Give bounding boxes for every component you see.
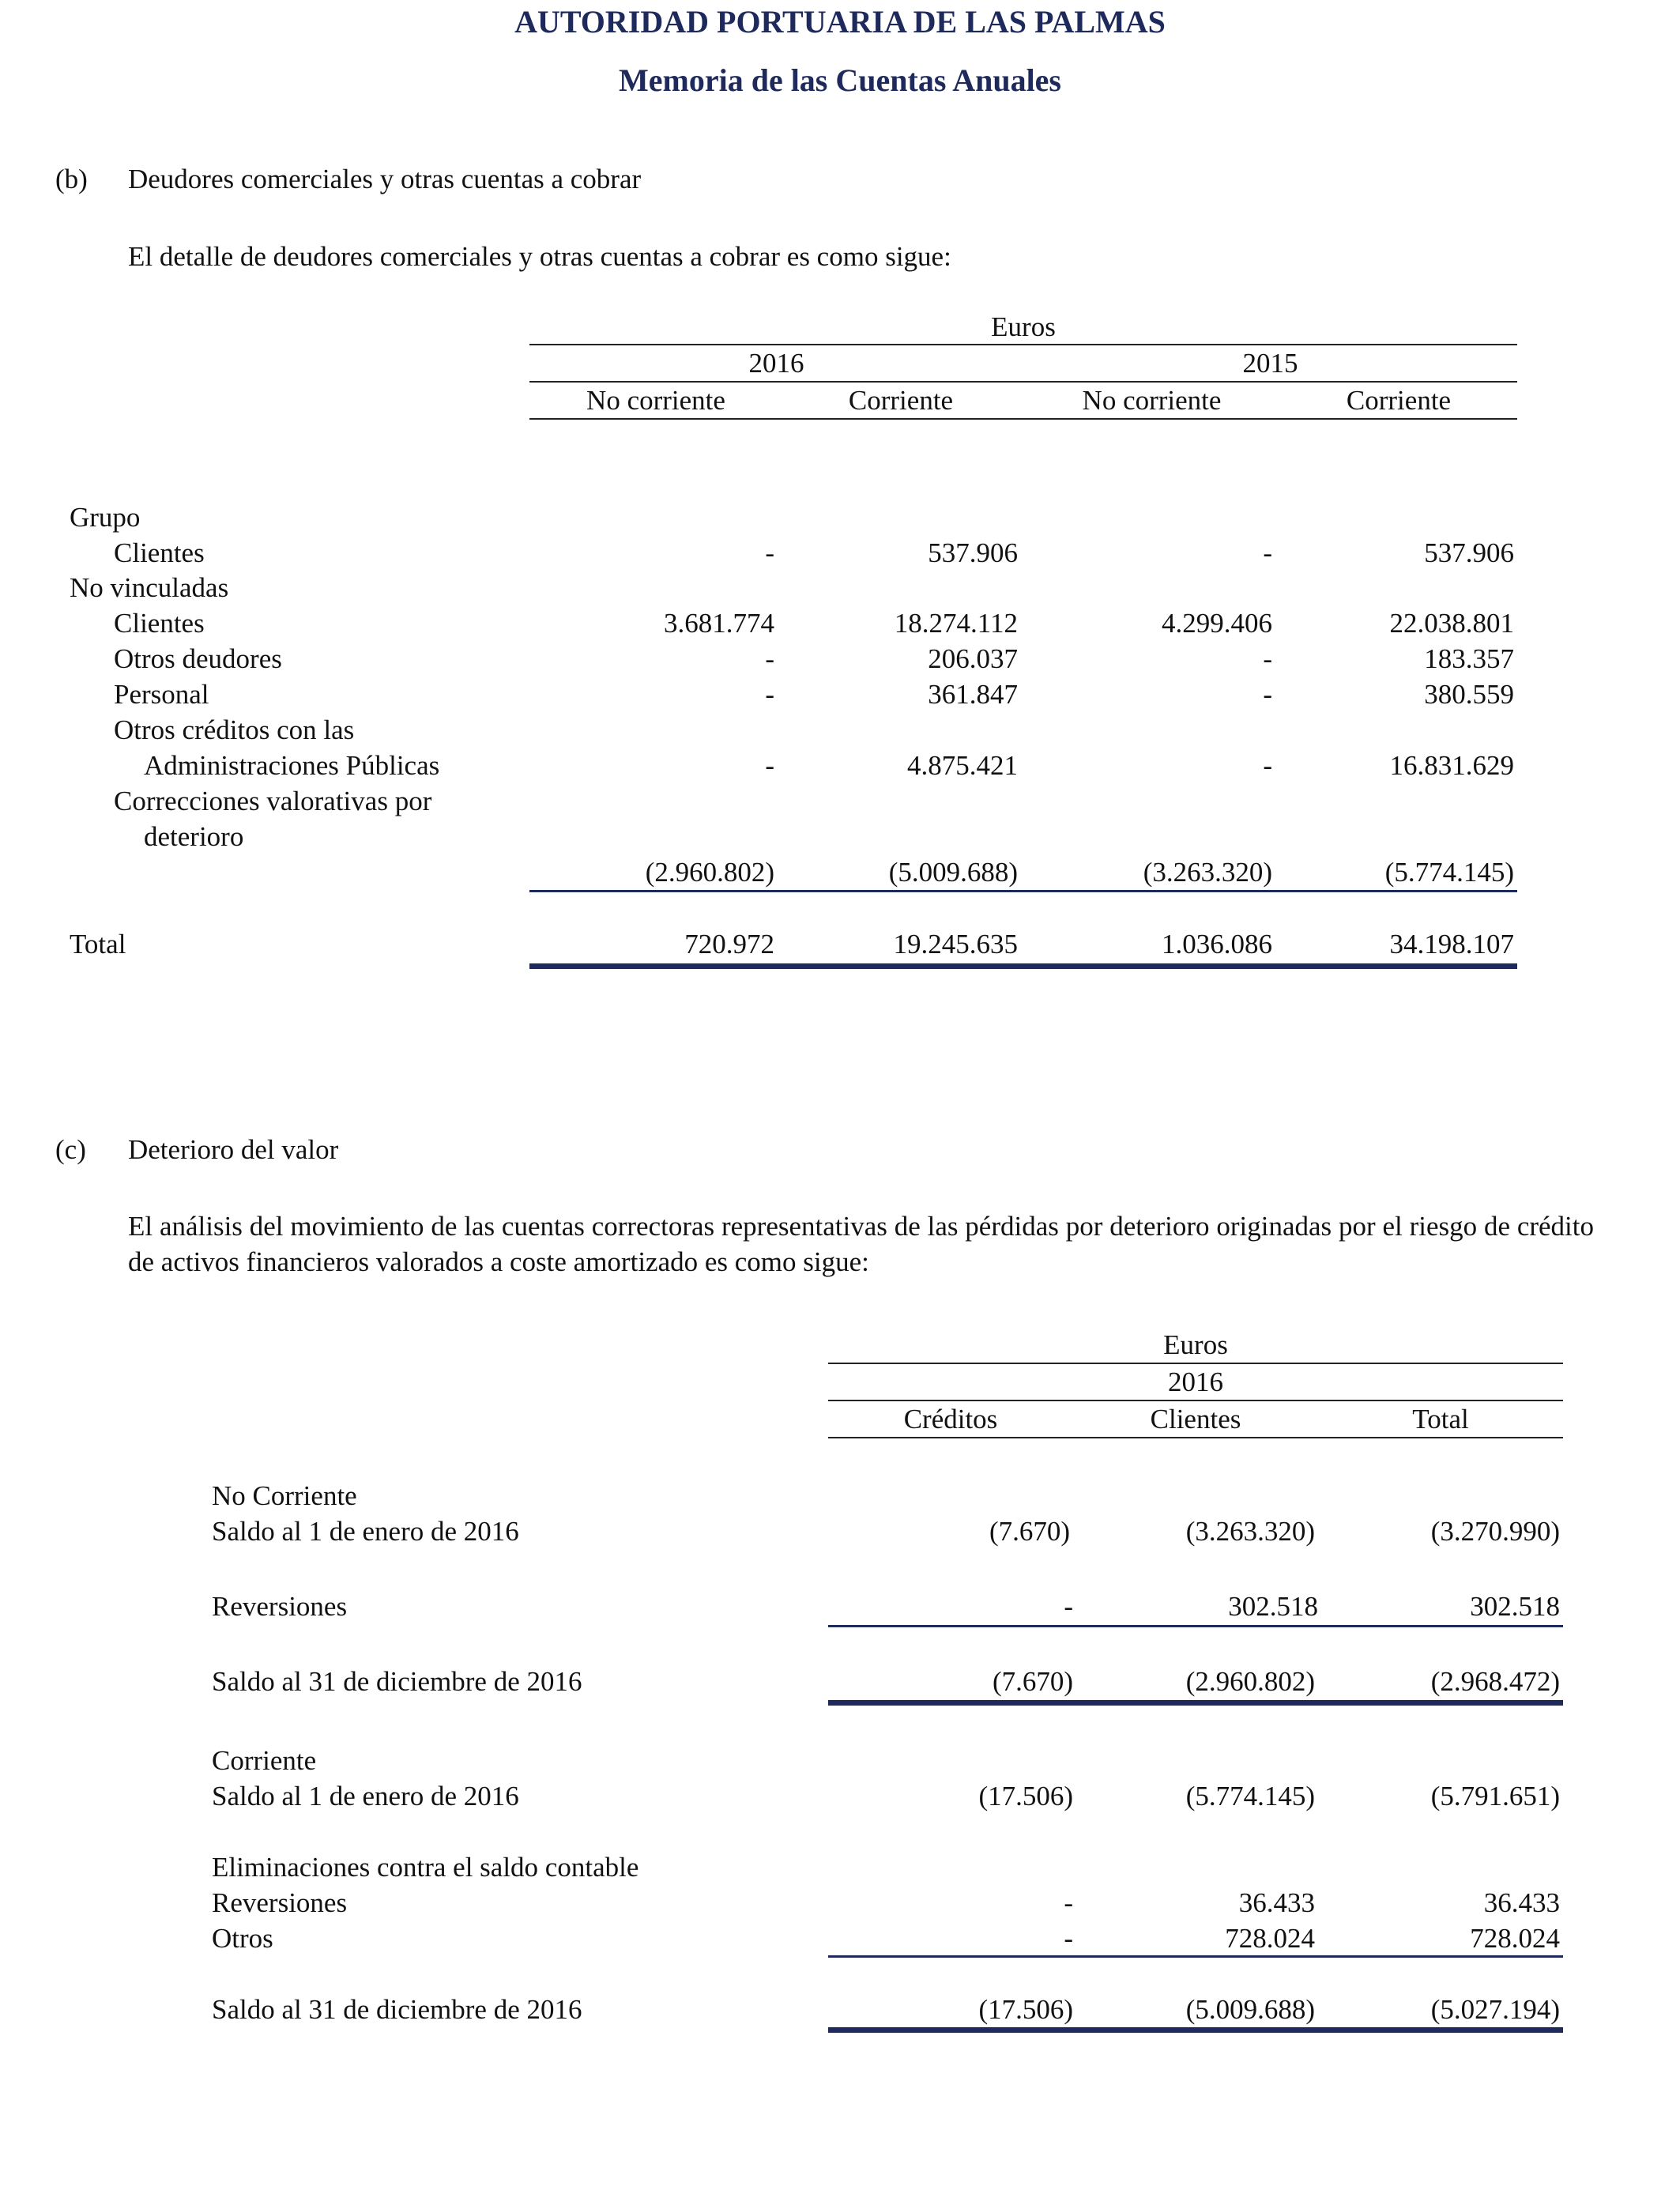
cell-value: - <box>1263 537 1272 568</box>
row-label: Reversiones <box>212 1887 348 1918</box>
cell-value: 36.433 <box>1238 1887 1315 1918</box>
row-label: Clientes <box>114 537 205 568</box>
table-c-col-header: Créditos <box>903 1404 998 1434</box>
row-label: Otros <box>212 1923 273 1954</box>
row-label: Administraciones Públicas <box>144 750 440 781</box>
cell-value: 18.274.112 <box>894 608 1018 639</box>
table-c-col-header: Total <box>1412 1404 1469 1434</box>
table-b-currency: Euros <box>991 311 1056 342</box>
cell-value: 537.906 <box>1424 537 1514 568</box>
cell-value: 302.518 <box>1228 1591 1318 1622</box>
row-label: Saldo al 31 de diciembre de 2016 <box>212 1666 582 1697</box>
total-rule <box>529 963 1517 969</box>
cell-value: - <box>1064 1887 1073 1918</box>
group-label: No vinculadas <box>70 572 229 603</box>
cell-value: 206.037 <box>928 643 1018 674</box>
cell-value: 36.433 <box>1483 1887 1560 1918</box>
cell-value: (2.960.802) <box>645 857 774 888</box>
cell-value: - <box>765 750 774 781</box>
table-c-year: 2016 <box>1168 1367 1223 1397</box>
cell-value: - <box>765 643 774 674</box>
cell-value: (5.791.651) <box>1430 1781 1560 1811</box>
table-b-rule <box>529 418 1517 420</box>
cell-value: 728.024 <box>1470 1923 1560 1954</box>
cell-value: (5.009.688) <box>1185 1994 1315 2025</box>
cell-value: - <box>765 537 774 568</box>
cell-value: - <box>1263 750 1272 781</box>
cell-value: (3.270.990) <box>1430 1516 1560 1547</box>
row-label: Saldo al 31 de diciembre de 2016 <box>212 1994 582 2025</box>
subtotal-rule <box>529 890 1517 892</box>
cell-value: (3.263.320) <box>1185 1516 1315 1547</box>
cell-value: - <box>1263 643 1272 674</box>
row-label: Correcciones valorativas por <box>114 786 432 816</box>
total-rule <box>828 2027 1563 2033</box>
section-b-title: Deudores comerciales y otras cuentas a cobrar <box>128 164 642 194</box>
cell-value: 380.559 <box>1424 679 1514 710</box>
section-c-title: Deterioro del valor <box>128 1134 339 1165</box>
row-label: Reversiones <box>212 1591 348 1622</box>
subtotal-rule <box>828 1955 1563 1958</box>
cell-value: (17.506) <box>978 1994 1073 2025</box>
table-c-rule <box>828 1400 1563 1401</box>
cell-value: (17.506) <box>978 1781 1073 1811</box>
total-label: Total <box>70 929 126 959</box>
row-label: Otros deudores <box>114 643 282 674</box>
table-b-year-2015: 2015 <box>1242 348 1298 379</box>
cell-value: 16.831.629 <box>1389 750 1514 781</box>
total-rule <box>828 1700 1563 1706</box>
block-title: No Corriente <box>212 1480 357 1511</box>
row-label: Otros créditos con las <box>114 714 355 745</box>
section-b-letter: (b) <box>55 164 88 194</box>
section-c-intro: El análisis del movimiento de las cuentas correctoras representativas de las pérdidas por deterioro originadas por el riesgo de crédito de activos financieros valorados a coste amortizado es como sigue: <box>128 1211 1594 1277</box>
cell-value: (7.670) <box>992 1666 1073 1697</box>
cell-value: 4.875.421 <box>907 750 1018 781</box>
cell-value: (5.774.145) <box>1384 857 1514 888</box>
cell-value: 302.518 <box>1470 1591 1560 1622</box>
cell-value: - <box>1064 1923 1073 1954</box>
organization-title: AUTORIDAD PORTUARIA DE LAS PALMAS <box>514 4 1166 40</box>
cell-value: (7.670) <box>989 1516 1070 1547</box>
table-b-col-header: Corriente <box>1346 385 1452 416</box>
cell-value: 183.357 <box>1424 643 1514 674</box>
cell-value: (3.263.320) <box>1143 857 1272 888</box>
total-value: 34.198.107 <box>1389 929 1514 959</box>
cell-value: (2.968.472) <box>1430 1666 1560 1697</box>
cell-value: 3.681.774 <box>664 608 774 639</box>
cell-value: 22.038.801 <box>1389 608 1514 639</box>
total-value: 19.245.635 <box>893 929 1018 959</box>
cell-value: - <box>1263 679 1272 710</box>
cell-value: - <box>765 679 774 710</box>
row-label: Saldo al 1 de enero de 2016 <box>212 1781 519 1811</box>
total-value: 1.036.086 <box>1162 929 1272 959</box>
cell-value: (5.027.194) <box>1430 1994 1560 2025</box>
cell-value: (5.774.145) <box>1185 1781 1315 1811</box>
row-label: deterioro <box>144 821 244 852</box>
table-b-col-header: No corriente <box>586 385 725 416</box>
table-c-col-header: Clientes <box>1150 1404 1241 1434</box>
row-label: Clientes <box>114 608 205 639</box>
cell-value: 4.299.406 <box>1162 608 1272 639</box>
table-b-rule <box>529 381 1517 383</box>
table-c-currency: Euros <box>1163 1329 1228 1360</box>
table-b-rule <box>529 344 1517 345</box>
document-title: Memoria de las Cuentas Anuales <box>619 62 1061 98</box>
table-b-col-header: No corriente <box>1082 385 1222 416</box>
row-label: Personal <box>114 679 209 710</box>
table-b-col-header: Corriente <box>848 385 954 416</box>
cell-value: - <box>1064 1591 1073 1622</box>
block-subtitle: Eliminaciones contra el saldo contable <box>212 1852 639 1883</box>
table-c-rule <box>828 1363 1563 1364</box>
table-b-year-2016: 2016 <box>748 348 804 379</box>
cell-value: 537.906 <box>928 537 1018 568</box>
table-c-rule <box>828 1437 1563 1438</box>
cell-value: (5.009.688) <box>888 857 1018 888</box>
row-label: Saldo al 1 de enero de 2016 <box>212 1516 519 1547</box>
cell-value: 728.024 <box>1225 1923 1315 1954</box>
block-title: Corriente <box>212 1745 317 1776</box>
section-c-letter: (c) <box>55 1134 86 1165</box>
group-label: Grupo <box>70 502 141 533</box>
total-value: 720.972 <box>684 929 774 959</box>
subtotal-rule <box>828 1625 1563 1627</box>
cell-value: (2.960.802) <box>1185 1666 1315 1697</box>
cell-value: 361.847 <box>928 679 1018 710</box>
section-b-intro: El detalle de deudores comerciales y otras cuentas a cobrar es como sigue: <box>128 241 951 272</box>
